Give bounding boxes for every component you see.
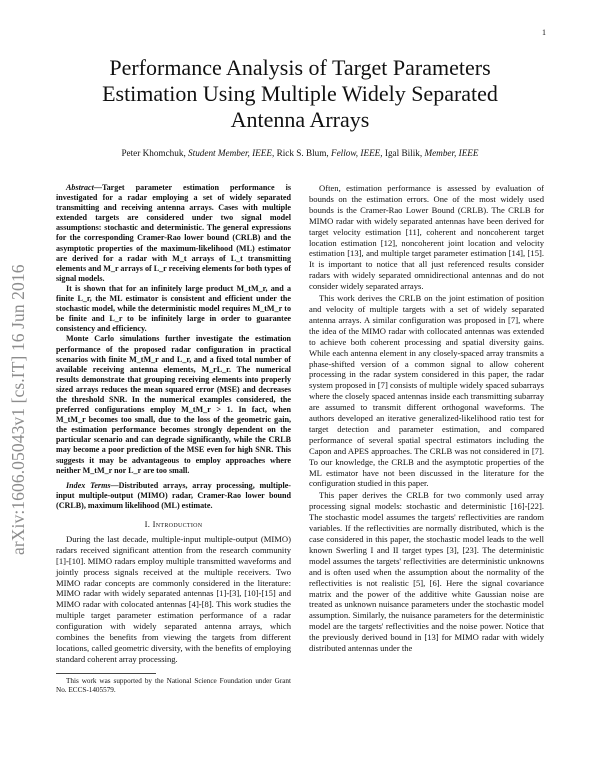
author-1-name: Peter Khomchuk, [121,148,189,158]
abstract-label: Abstract [66,183,94,192]
index-terms [56,481,291,511]
author-list [50,148,550,158]
author-1-role: Student Member, IEEE, [188,148,275,158]
paper-title [60,55,540,133]
author-3-name: Igal Bilik, [382,148,425,158]
title-line-1: Performance Analysis of Target Parameters [109,55,491,80]
author-2-role: Fellow, IEEE, [330,148,383,158]
section-heading-introduction: I. Introduction [144,519,203,529]
intro-paragraph-1: During the last decade, multiple-input multiple-output (MIMO) radars received significant attention from the research community [1]-[10]. MIMO radars employ multiple transmitted waveforms and jointly process signals received at the multiple receivers. Two MIMO radar concepts are commonly considered in the literature: MIMO radar with widely separated antennas [1]-[3], [10]-[15] and MIMO radar with colocated antennas [4]-[8]. This work studies the multiple target parameter estimation performance of a radar configuration with widely separated antenna arrays, which combines the benefits from viewing the targets from different locations, called geometric diversity, with the benefits of employing standard coherent array processing. [56,533,291,664]
abstract-paragraph-3: Monte Carlo simulations further investigate the estimation performance of the proposed radar configuration in practical scenarios with finite M_tM_r and L_r, and a fixed total number of available receiving antenna elements, M_rL_r. The numerical results demonstrate that grouping receiving elements into properly sized arrays reduces the mean squared error (MSE) and decreases the threshold SNR. In the numerical examples considered, the preferred configurations employ M_tM_r > 1. In fact, when M_tM_r becomes too small, due to the loss of the geometric gain, the estimation performance becomes strongly dependent on the particular scenario and can degrade significantly, while the CRLB may become a poor prediction of the MSE even for high SNR. This suggests it may be advantageous to employ approaches where neither M_tM_r nor L_r are too small. [56,334,291,475]
index-terms-text: —Distributed arrays, array processing, multiple-input multiple-output (MIMO) radar, Cramer-Rao lower bound (CRLB), maximum likelihood (ML) estimate. [56,480,291,510]
body-paragraph-1: Often, estimation performance is assessed by evaluation of bounds on the estimation errors. One of the most widely used bounds is the Cramer-Rao Lower Bound (CRLB). The CRLB for MIMO radar with widely separated antennas have been derived for target velocity estimation [11], coherent and noncoherent target location estimation [12], noncoherent joint location and velocity estimation [13], and multiple target parameter estimation [14], [15]. It is important to notice that all just referenced results consider radars with widely separated omnidirectional antennas and do not consider widely separated arrays. [309,183,544,292]
title-line-3: Antenna Arrays [230,107,370,132]
abstract [56,183,291,511]
body-paragraph-2: This work derives the CRLB on the joint estimation of position and velocity of multiple targets with a set of widely separated antenna arrays. A similar configuration was proposed in [7], where the idea of the MIMO radar with collocated antennas was extended to achieve both coherent processing and spatial diversity gains. While each antenna element in any closely-spaced array transmits a phase-shifted version of a common signal to allow coherent processing in the radar system considered in this paper, the radar system proposed in [7] consists of multiple widely spaced subarrays where the closely spaced antennas inside each transmitting subarray are assumed to transmit different orthogonal waveforms. The authors developed an iterative generalized-likelihood ratio test for target detection and parameter estimation, and compared performance of several spatial spectral estimators including the Capon and APES approaches. The CRLB was not considered in [7]. To our knowledge, the CRLB and the asymptotic properties of the ML estimator have not been discussed in the literature for the configuration studied in this paper. [309,293,544,489]
author-3-role: Member, IEEE [424,148,479,158]
abstract-paragraph-2: It is shown that for an infinitely large product M_tM_r, and a finite L_r, the ML estimator is consistent and efficient under the stochastic model, while the deterministic model requires M_tM_r to be finite and L_r to be infinitely large in order to guarantee consistency and efficiency. [56,283,291,334]
body-paragraph-3: This paper derives the CRLB for two commonly used array processing signal models: stochastic and deterministic [16]-[22]. The stochastic model assumes the targets' reflectivities are random variables. If the reflectivities are normally distributed, which is the case considered in this paper, the stochastic model leads to the well known Swerling I and II target types [3], [23]. The deterministic model assumes the targets' reflectivities are deterministic unknowns and is often used when the assumption about the normality of the reflectivities is not realistic [5], [6]. Here the signal covariance matrix and the power of the additive white Gaussian noise are treated as unknown nuisance parameters under the stochastic model assumption. Similarly, the nuisance parameters for the deterministic model are the targets' reflectivities and the noise power. Notice that the previously derived bound in [13] for MIMO radar with widely distributed antennas under the [309,490,544,654]
author-2-name: Rick S. Blum, [274,148,331,158]
footnote-funding: This work was supported by the National Science Foundation under Grant No. ECCS-1405579. [56,676,291,694]
arxiv-identifier-stamp[interactable]: arXiv:1606.05043v1 [cs.IT] 16 Jun 2016 [8,264,28,555]
right-column [309,183,544,654]
left-column [56,183,291,695]
abstract-text-1: —Target parameter estimation performance is investigated for a radar employing a set of widely separated transmitting and receiving antenna arrays. Cases with multiple extended targets are considered under two signal model assumptions: stochastic and deterministic. The general expressions for the corresponding Cramer-Rao lower bound (CRLB) and the asymptotic properties of the maximum-likelihood (ML) estimator are derived for a radar with M_t arrays of L_t transmitting elements and M_r arrays of L_r receiving elements for both types of signal models. [56,183,291,283]
page-number: 1 [542,28,546,37]
abstract-paragraph-1 [56,183,291,284]
footnote-divider [56,673,156,674]
index-terms-label: Index Terms [66,480,111,490]
title-line-2: Estimation Using Multiple Widely Separated [102,81,498,106]
